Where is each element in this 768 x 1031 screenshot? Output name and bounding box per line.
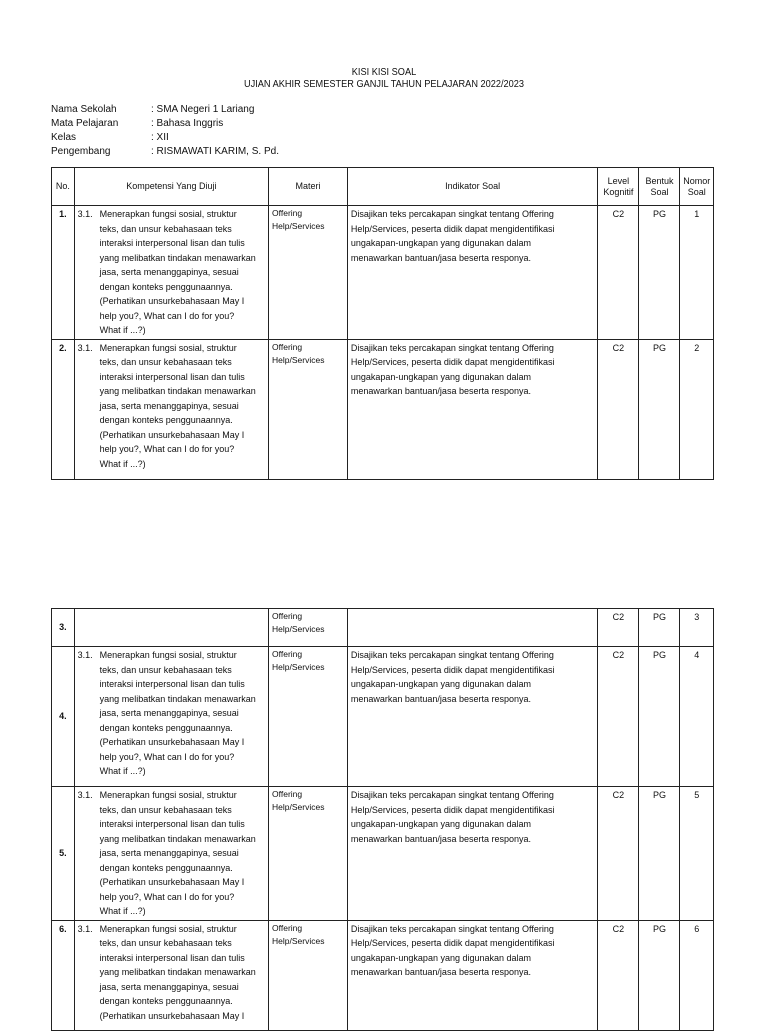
nomor-soal-cell: 3 — [680, 609, 714, 647]
kompetensi-line: yang melibatkan tindakan menawarkan — [99, 693, 256, 704]
kompetensi-line: dengan konteks penggunaannya. — [99, 996, 233, 1006]
materi-line: Offering — [272, 208, 303, 218]
header-bentuk-line: Bentuk — [645, 175, 674, 186]
header-bentuk — [639, 168, 680, 206]
kompetensi-line: (Perhatikan unsurkebahasaan May I — [99, 429, 245, 440]
kompetensi-line: Menerapkan fungsi sosial, struktur — [99, 923, 237, 934]
kompetensi-line: yang melibatkan tindakan menawarkan — [99, 252, 256, 263]
kompetensi-text — [100, 207, 265, 338]
indikator-cell — [347, 920, 598, 1030]
meta-value: : XII — [151, 132, 169, 143]
kompetensi-line: interaksi interpersonal lisan dan tulis — [99, 819, 245, 829]
materi-line: Help/Services — [272, 662, 325, 672]
indikator-line: Disajikan teks percakapan singkat tentang Offering — [350, 923, 554, 934]
kompetensi-cell — [74, 339, 268, 479]
kompetensi-text — [100, 341, 265, 472]
indikator-line: menawarkan bantuan/jasa beserta responya. — [350, 693, 531, 704]
indikator-cell — [347, 206, 598, 340]
indikator-line: ungakapan-ungkapan yang digunakan dalam — [350, 819, 532, 829]
header-no: No. — [52, 168, 75, 206]
nomor-soal-cell: 2 — [680, 339, 714, 479]
materi-cell — [269, 920, 348, 1030]
meta-label: Nama Sekolah — [51, 104, 117, 115]
table-row — [52, 206, 714, 340]
meta-row — [51, 145, 279, 159]
kisi-table-page-2 — [51, 608, 714, 1031]
kompetensi-text — [100, 648, 265, 779]
header-bentuk-line: Soal — [650, 186, 669, 197]
kompetensi-text — [100, 922, 265, 1024]
row-number: 6. — [52, 920, 75, 1030]
materi-cell — [269, 647, 348, 787]
header-nomor-line: Nomor — [683, 175, 711, 186]
level-kognitif-cell: C2 — [598, 339, 639, 479]
indikator-line: menawarkan bantuan/jasa beserta responya. — [350, 967, 531, 977]
kompetensi-line: dengan konteks penggunaannya. — [99, 722, 233, 733]
indikator-line: Help/Services, peserta didik dapat mengidentifikasi — [350, 223, 555, 234]
nomor-soal-cell: 4 — [680, 647, 714, 787]
kompetensi-text — [100, 788, 265, 919]
indikator-line: ungakapan-ungkapan yang digunakan dalam — [350, 679, 532, 689]
meta-row — [51, 131, 279, 145]
kompetensi-line: interaksi interpersonal lisan dan tulis — [99, 952, 245, 963]
table-row — [52, 920, 714, 1030]
level-kognitif-cell: C2 — [598, 609, 639, 647]
header-level-line: Level — [607, 175, 630, 186]
kompetensi-cell — [74, 920, 268, 1030]
kompetensi-block — [78, 788, 265, 919]
kompetensi-line: dengan konteks penggunaannya. — [99, 862, 233, 873]
kompetensi-line: What if ...?) — [99, 766, 146, 776]
kompetensi-line: (Perhatikan unsurkebahasaan May I — [99, 877, 245, 887]
bentuk-soal-cell: PG — [639, 787, 680, 921]
kompetensi-line: teks, dan unsur kebahasaan teks — [99, 664, 232, 675]
kompetensi-line: help you?, What can I do for you? — [99, 751, 235, 762]
indikator-line: Disajikan teks percakapan singkat tentang Offering — [350, 790, 554, 800]
row-number: 2. — [52, 339, 75, 479]
row-number: 5. — [52, 787, 75, 921]
materi-line: Help/Services — [272, 802, 325, 812]
kompetensi-cell — [74, 609, 268, 647]
header-nomor — [680, 168, 714, 206]
indikator-line: Disajikan teks percakapan singkat tentang Offering — [350, 342, 554, 353]
kompetensi-line: Menerapkan fungsi sosial, struktur — [99, 342, 237, 353]
kompetensi-line: help you?, What can I do for you? — [99, 310, 235, 321]
meta-value: : SMA Negeri 1 Lariang — [151, 104, 255, 115]
kompetensi-block — [78, 922, 265, 1024]
bentuk-soal-cell: PG — [639, 920, 680, 1030]
kompetensi-line: jasa, serta menanggapinya, sesuai — [99, 848, 239, 858]
meta-value: : RISMAWATI KARIM, S. Pd. — [151, 146, 279, 157]
kompetensi-block — [78, 341, 265, 472]
kompetensi-line: jasa, serta menanggapinya, sesuai — [99, 708, 239, 718]
bentuk-soal-cell: PG — [639, 206, 680, 340]
materi-cell — [269, 787, 348, 921]
table-row — [52, 787, 714, 921]
kompetensi-block — [78, 207, 265, 338]
materi-line: Help/Services — [272, 624, 325, 634]
row-number: 4. — [52, 647, 75, 787]
kompetensi-line: dengan konteks penggunaannya. — [99, 281, 233, 292]
kompetensi-line: Menerapkan fungsi sosial, struktur — [99, 790, 237, 800]
level-kognitif-cell: C2 — [598, 787, 639, 921]
indikator-line: ungakapan-ungkapan yang digunakan dalam — [350, 238, 532, 248]
indikator-line: Disajikan teks percakapan singkat tentang Offering — [350, 209, 554, 219]
kompetensi-line: dengan konteks penggunaannya. — [99, 415, 233, 425]
kompetensi-line: help you?, What can I do for you? — [99, 891, 235, 902]
bentuk-soal-cell: PG — [639, 339, 680, 479]
indikator-line: Help/Services, peserta didik dapat mengidentifikasi — [350, 664, 555, 675]
kompetensi-line: jasa, serta menanggapinya, sesuai — [99, 267, 239, 277]
bentuk-soal-cell: PG — [639, 609, 680, 647]
indikator-cell — [347, 609, 598, 647]
materi-line: Offering — [272, 649, 303, 659]
document-title — [31, 67, 738, 91]
kompetensi-line: jasa, serta menanggapinya, sesuai — [99, 400, 239, 411]
nomor-soal-cell: 6 — [680, 920, 714, 1030]
kompetensi-block — [78, 648, 265, 779]
materi-line: Help/Services — [272, 354, 325, 365]
row-number: 3. — [52, 609, 75, 647]
materi-cell — [269, 609, 348, 647]
document-meta — [51, 103, 279, 159]
level-kognitif-cell: C2 — [598, 206, 639, 340]
kompetensi-line: (Perhatikan unsurkebahasaan May I — [99, 1010, 245, 1021]
indikator-line: menawarkan bantuan/jasa beserta responya. — [350, 386, 531, 396]
kompetensi-line: Menerapkan fungsi sosial, struktur — [99, 209, 237, 219]
indikator-line: ungakapan-ungkapan yang digunakan dalam — [350, 952, 532, 963]
indikator-line: menawarkan bantuan/jasa beserta responya. — [350, 833, 531, 844]
kisi-table-page-1 — [51, 167, 714, 480]
materi-cell — [269, 206, 348, 340]
kompetensi-line: teks, dan unsur kebahasaan teks — [99, 804, 232, 815]
materi-line: Offering — [272, 341, 303, 352]
materi-line: Offering — [272, 611, 303, 621]
kompetensi-number: 3.1. — [77, 650, 93, 660]
nomor-soal-cell: 5 — [680, 787, 714, 921]
kompetensi-line: What if ...?) — [99, 458, 146, 469]
kompetensi-line: interaksi interpersonal lisan dan tulis — [99, 679, 245, 689]
meta-label: Mata Pelajaran — [51, 118, 119, 129]
kompetensi-line: (Perhatikan unsurkebahasaan May I — [99, 737, 245, 747]
indikator-cell — [347, 647, 598, 787]
meta-row — [51, 103, 279, 117]
kompetensi-line: help you?, What can I do for you? — [99, 444, 235, 454]
kompetensi-line: (Perhatikan unsurkebahasaan May I — [99, 296, 245, 306]
table-row — [52, 609, 714, 647]
header-nomor-line: Soal — [687, 186, 706, 197]
kompetensi-number: 3.1. — [77, 790, 93, 800]
meta-row — [51, 117, 279, 131]
row-number: 1. — [52, 206, 75, 340]
meta-label: Kelas — [51, 132, 77, 143]
kompetensi-line: jasa, serta menanggapinya, sesuai — [99, 981, 239, 992]
indikator-line: Help/Services, peserta didik dapat mengidentifikasi — [350, 938, 555, 948]
header-kompetensi: Kompetensi Yang Diuji — [74, 168, 268, 206]
kompetensi-line: Menerapkan fungsi sosial, struktur — [99, 650, 237, 660]
title-line-2: UJIAN AKHIR SEMESTER GANJIL TAHUN PELAJARAN 2022/2023 — [243, 79, 525, 90]
indikator-line: Help/Services, peserta didik dapat mengidentifikasi — [350, 357, 555, 367]
header-indikator: Indikator Soal — [347, 168, 598, 206]
kompetensi-line: yang melibatkan tindakan menawarkan — [99, 967, 256, 977]
indikator-cell — [347, 339, 598, 479]
nomor-soal-cell: 1 — [680, 206, 714, 340]
kompetensi-number: 3.1. — [77, 342, 93, 353]
indikator-line: menawarkan bantuan/jasa beserta responya. — [350, 252, 531, 263]
kompetensi-line: teks, dan unsur kebahasaan teks — [99, 938, 232, 948]
indikator-line: Disajikan teks percakapan singkat tentang Offering — [350, 650, 554, 660]
kompetensi-line: yang melibatkan tindakan menawarkan — [99, 833, 256, 844]
title-line-1: KISI KISI SOAL — [351, 67, 417, 78]
indikator-line: ungakapan-ungkapan yang digunakan dalam — [350, 371, 532, 382]
kompetensi-line: interaksi interpersonal lisan dan tulis — [99, 238, 245, 248]
kompetensi-line: yang melibatkan tindakan menawarkan — [99, 386, 256, 396]
level-kognitif-cell: C2 — [598, 920, 639, 1030]
kompetensi-cell — [74, 787, 268, 921]
kompetensi-line: interaksi interpersonal lisan dan tulis — [99, 371, 245, 382]
meta-value: : Bahasa Inggris — [151, 118, 224, 129]
header-level — [598, 168, 639, 206]
kompetensi-line: teks, dan unsur kebahasaan teks — [99, 223, 232, 234]
header-level-line: Kognitif — [603, 186, 634, 197]
kompetensi-cell — [74, 647, 268, 787]
kompetensi-line: What if ...?) — [99, 906, 146, 916]
kompetensi-number: 3.1. — [77, 923, 93, 934]
materi-line: Help/Services — [272, 935, 325, 946]
indikator-line: Help/Services, peserta didik dapat mengidentifikasi — [350, 804, 555, 815]
materi-line: Offering — [272, 922, 303, 933]
materi-line: Help/Services — [272, 221, 325, 231]
header-materi: Materi — [269, 168, 348, 206]
level-kognitif-cell: C2 — [598, 647, 639, 787]
materi-line: Offering — [272, 789, 303, 799]
indikator-cell — [347, 787, 598, 921]
table-row — [52, 647, 714, 787]
bentuk-soal-cell: PG — [639, 647, 680, 787]
kompetensi-number: 3.1. — [77, 209, 93, 219]
materi-cell — [269, 339, 348, 479]
meta-label: Pengembang — [51, 146, 111, 157]
table-header-row — [52, 168, 714, 206]
kompetensi-line: What if ...?) — [99, 325, 146, 335]
kompetensi-line: teks, dan unsur kebahasaan teks — [99, 357, 232, 367]
table-row — [52, 339, 714, 479]
kompetensi-cell — [74, 206, 268, 340]
